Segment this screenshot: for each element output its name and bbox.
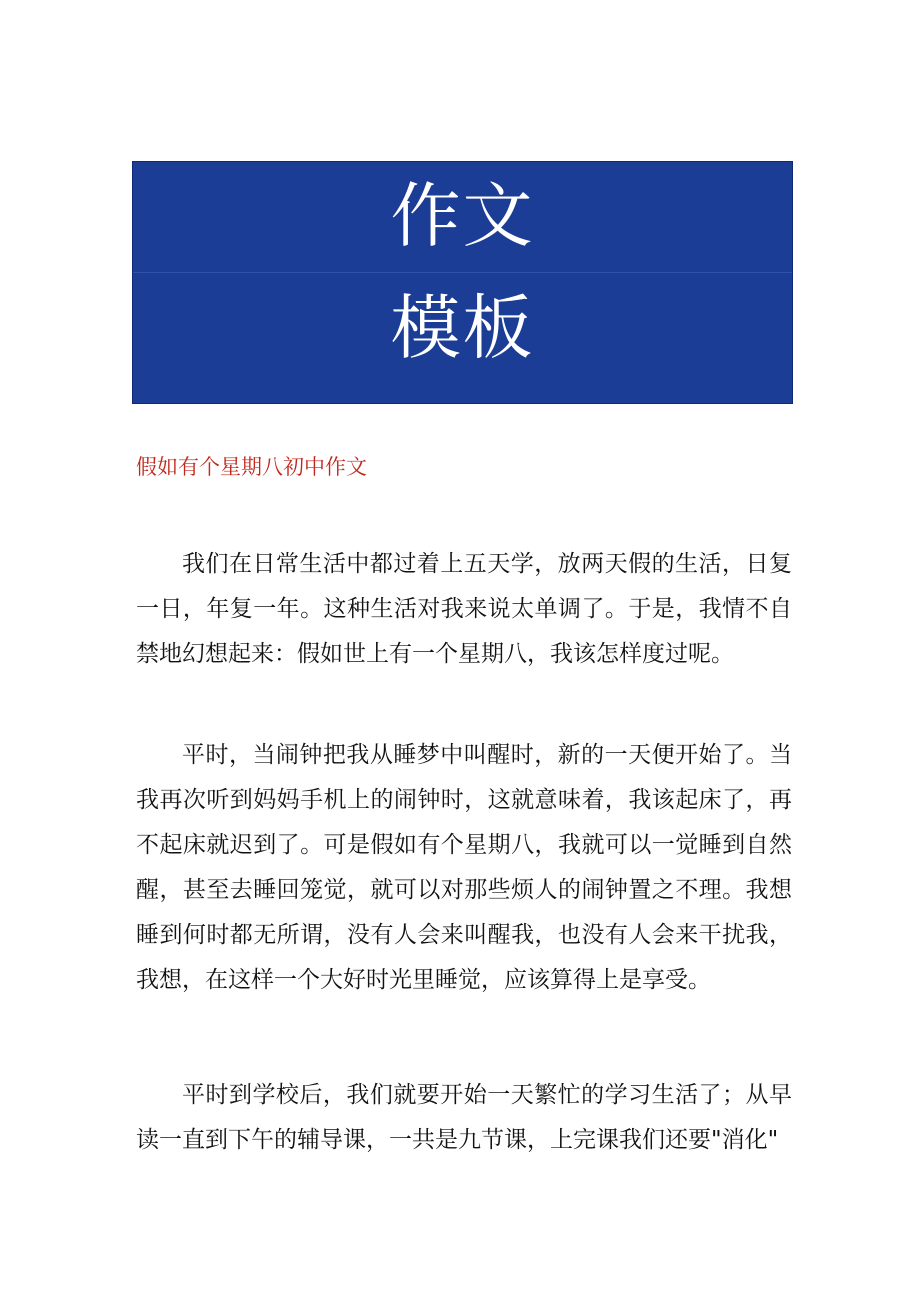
paragraph-3: 平时到学校后，我们就要开始一天繁忙的学习生活了；从早读一直到下午的辅导课，一共是九节课，上完课我们还要"消化" [136,1082,792,1153]
paragraph-2: 平时，当闹钟把我从睡梦中叫醒时，新的一天便开始了。当我再次听到妈妈手机上的闹钟时，这就意味着，我该起床了，再不起床就迟到了。可是假如有个星期八，我就可以一觉睡到自然醒，甚至去睡回笼觉，就可以对那些烦人的闹钟置之不理。我想睡到何时都无所谓，没有人会来叫醒我，也没有人会来干扰我，我想，在这样一个大好时光里睡觉，应该算得上是享受。 [136,742,792,993]
banner-line-1: 作文 [390,175,535,257]
banner-line-2: 模板 [390,287,535,369]
essay-title: 假如有个星期八初中作文 [136,455,367,479]
title-banner [132,161,793,404]
paragraph-1: 我们在日常生活中都过着上五天学，放两天假的生活，日复一日，年复一年。这种生活对我来说太单调了。于是，我情不自禁地幻想起来：假如世上有一个星期八，我该怎样度过呢。 [136,551,792,667]
banner-divider [133,272,792,273]
